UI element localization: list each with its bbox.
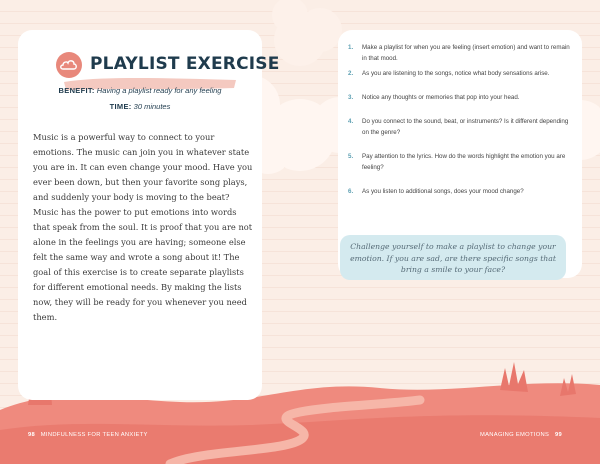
cloud-icon xyxy=(56,52,82,78)
step-number: 4. xyxy=(348,118,354,125)
step-number: 2. xyxy=(348,70,354,77)
time-label: TIME: xyxy=(109,102,132,111)
challenge-box xyxy=(340,235,566,280)
page-number-left: 98 xyxy=(28,432,36,438)
benefit-line xyxy=(18,86,262,95)
step-item xyxy=(348,151,574,173)
benefit-label: BENEFIT: xyxy=(58,86,95,95)
step-number: 5. xyxy=(348,153,354,160)
step-text: Notice any thoughts or memories that pop into your head. xyxy=(362,94,520,101)
step-number: 3. xyxy=(348,94,354,101)
challenge-text: Challenge yourself to make a playlist to change your emotion. If you are sad, are there specific songs that bring a smile to your face? xyxy=(350,242,556,274)
running-title-left: MINDFULNESS FOR TEEN ANXIETY xyxy=(40,432,148,438)
time-value: 30 minutes xyxy=(133,102,171,111)
step-item xyxy=(348,186,574,197)
footer-left xyxy=(28,432,148,438)
step-text: As you are listening to the songs, notice what body sensations arise. xyxy=(362,70,550,77)
benefit-value: Having a playlist ready for any feeling xyxy=(96,86,222,95)
step-text: Make a playlist for when you are feeling (insert emotion) and want to remain in that mood. xyxy=(362,44,570,62)
body-paragraph: Music is a powerful way to connect to your emotions. The music can join you in whatever state you are in. It can even change your mood. Have you ever been down, but then your favorite song plays, and suddenly your body is moving to the beat? Music has the power to put emotions into words that speak from the soul. It is proof that you are not alone in the feelings you are having; someone else felt the same way and wrote a song about it! The goal of this exercise is to create separate playlists for different emotional needs. By making the lists now, they will be ready for you whenever you need them. xyxy=(33,132,253,322)
step-text: As you listen to additional songs, does your mood change? xyxy=(362,188,524,195)
step-item xyxy=(348,68,574,79)
footer-right xyxy=(480,432,562,438)
step-item xyxy=(348,42,574,64)
right-card xyxy=(338,30,582,278)
time-line xyxy=(18,102,262,111)
steps-list xyxy=(348,42,574,197)
page-title: PLAYLIST EXERCISE xyxy=(90,54,280,74)
step-text: Do you connect to the sound, beat, or instruments? Is it different depending on the genre? xyxy=(362,118,569,136)
step-item xyxy=(348,116,574,138)
running-title-right: MANAGING EMOTIONS xyxy=(480,432,550,438)
step-number: 6. xyxy=(348,188,354,195)
step-text: Pay attention to the lyrics. How do the words highlight the emotion you are feeling? xyxy=(362,153,566,171)
step-item xyxy=(348,92,574,103)
step-number: 1. xyxy=(348,44,354,51)
page-number-right: 99 xyxy=(554,432,562,438)
title-block xyxy=(48,40,280,110)
left-card xyxy=(18,30,280,400)
